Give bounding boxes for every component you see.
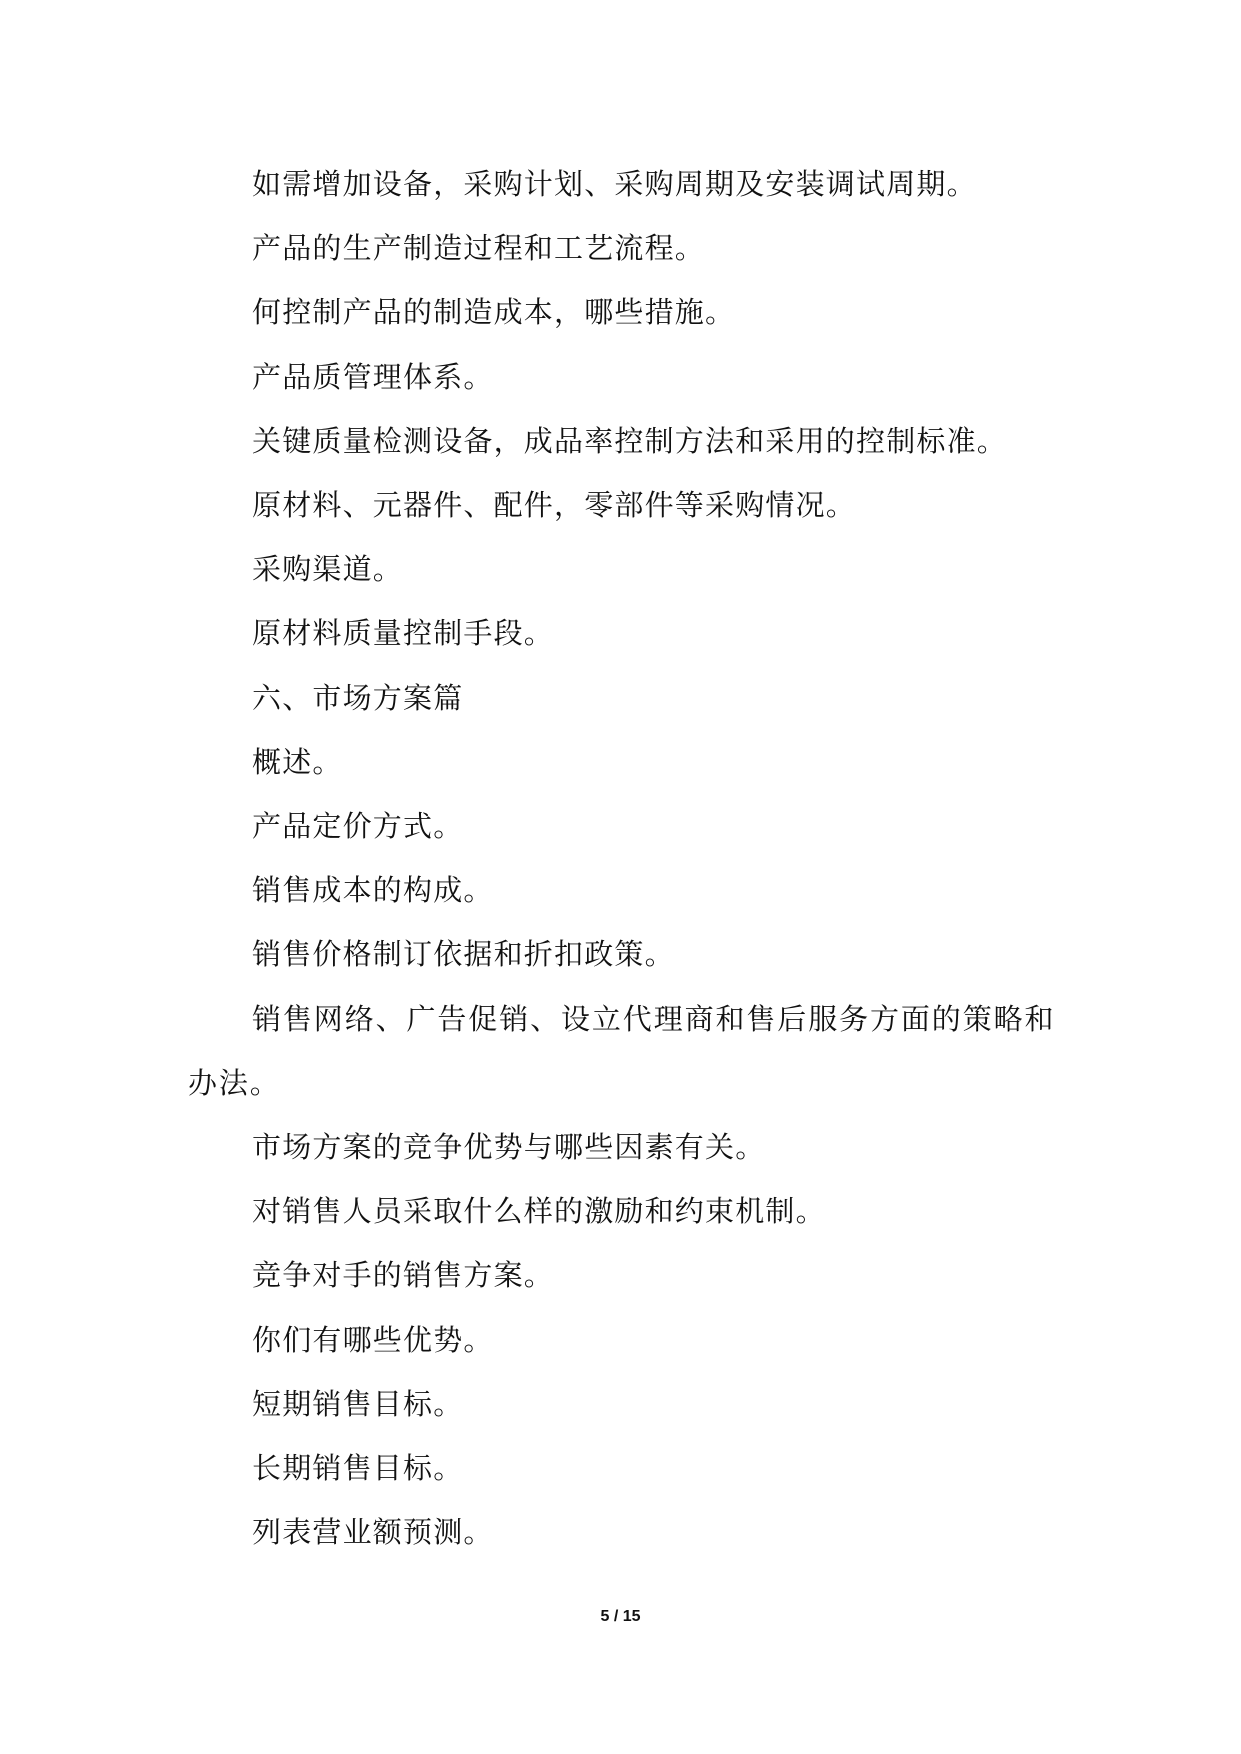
paragraph: 关键质量检测设备，成品率控制方法和采用的控制标准。 [252, 423, 1008, 458]
paragraph: 销售网络、广告促销、设立代理商和售后服务方面的策略和办法。 [188, 1001, 1056, 1100]
paragraph: 列表营业额预测。 [252, 1515, 494, 1550]
paragraph: 产品的生产制造过程和工艺流程。 [252, 231, 706, 266]
paragraph: 对销售人员采取什么样的激励和约束机制。 [252, 1194, 826, 1229]
paragraph: 概述。 [252, 744, 343, 779]
section-heading: 六、市场方案篇 [252, 680, 464, 715]
paragraph: 产品质管理体系。 [252, 359, 494, 394]
page-number: 5 / 15 [600, 1608, 641, 1625]
paragraph: 销售成本的构成。 [252, 873, 494, 908]
paragraph: 市场方案的竞争优势与哪些因素有关。 [252, 1130, 766, 1165]
paragraph: 原材料、元器件、配件，零部件等采购情况。 [252, 488, 857, 523]
paragraph: 长期销售目标。 [252, 1451, 464, 1486]
paragraph: 采购渠道。 [252, 552, 404, 587]
document-body [188, 152, 1068, 1564]
paragraph: 原材料质量控制手段。 [252, 616, 555, 651]
paragraph: 你们有哪些优势。 [252, 1322, 494, 1357]
paragraph: 短期销售目标。 [252, 1386, 464, 1421]
paragraph: 销售价格制订依据和折扣政策。 [252, 937, 675, 972]
paragraph: 产品定价方式。 [252, 809, 464, 844]
paragraph: 如需增加设备，采购计划、采购周期及安装调试周期。 [252, 167, 977, 201]
paragraph: 何控制产品的制造成本，哪些措施。 [252, 295, 736, 330]
paragraph: 竞争对手的销售方案。 [252, 1258, 555, 1293]
